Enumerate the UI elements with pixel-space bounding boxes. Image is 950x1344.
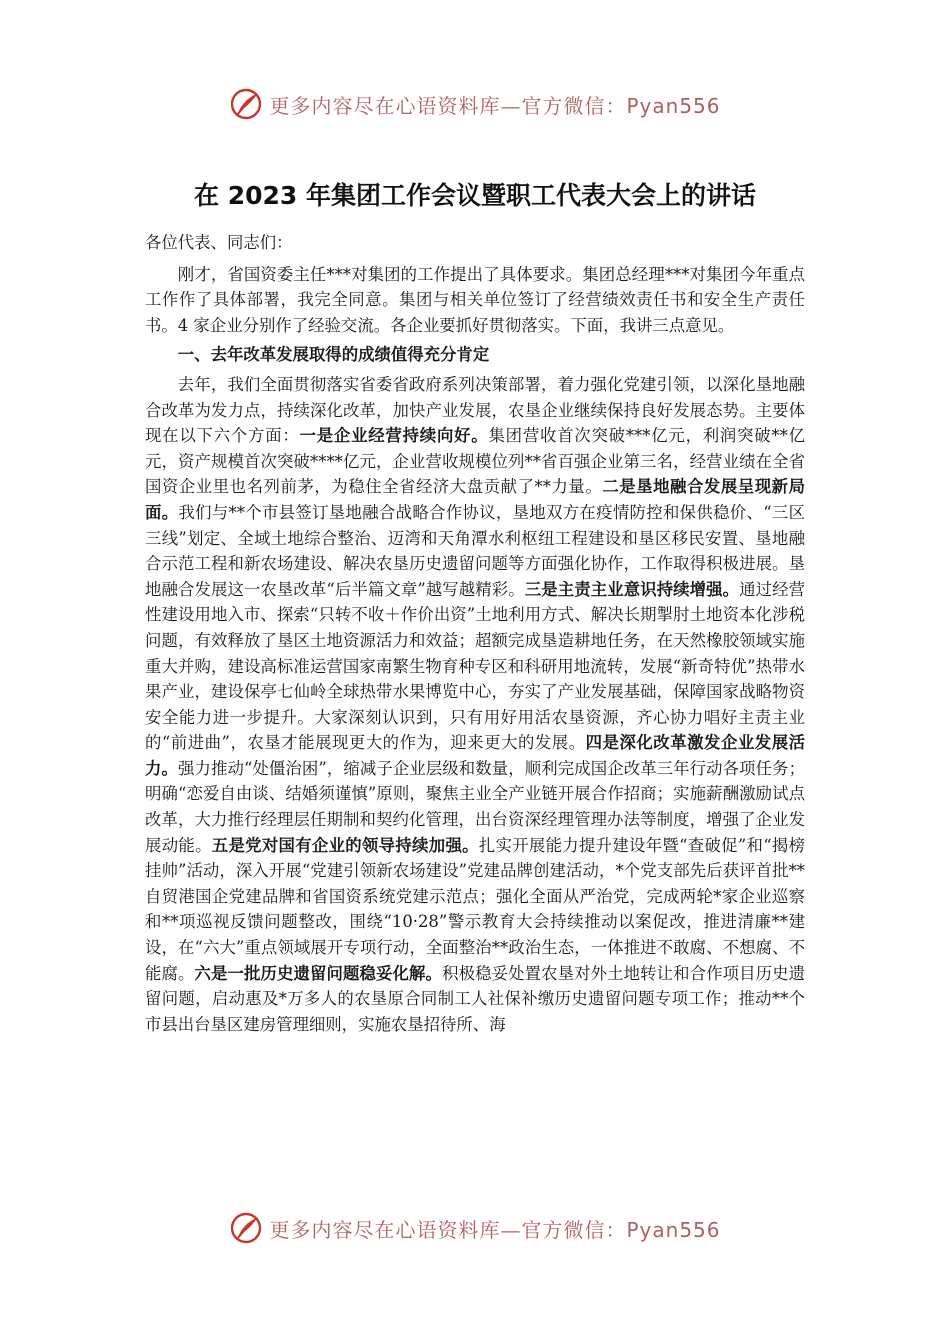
highlight-point-4: 四是深化改革激发企业发展活力。	[145, 733, 805, 778]
quill-logo-icon	[229, 1211, 263, 1245]
intro-paragraph: 刚才，省国资委主任***对集团的工作提出了具体要求。集团总经理***对集团今年重点工作作了具体部署，我完全同意。集团与相关单位签订了经营绩效责任书和安全生产责任书。4 家企业分别作了经验交流。各企业要抓好贯彻落实。下面，我讲三点意见。	[145, 264, 805, 335]
watermark-text	[269, 1214, 720, 1243]
highlight-point-1: 一是企业经营持续向好。	[299, 426, 489, 446]
highlight-point-5: 五是党对国有企业的领导持续加强。	[211, 835, 479, 855]
document-title: 在 2023 年集团工作会议暨职工代表大会上的讲话	[194, 181, 756, 210]
body-text: 我们与**个市县签订垦地融合战略合作协议，垦地双方在疫情防控和保供稳价、“三区三线”划定、全域土地综合整治、迈湾和天角潭水利枢纽工程建设和垦区移民安置、垦地融合示范工程和新农场建设、解决农垦历史遗留问题等方面强化协作，工作取得积极进展。垦地融合发展这一农垦改革“后半篇文章”越写越精彩。	[145, 502, 805, 599]
body-text: 扎实开展能力提升建设年暨“查破促”和“揭榜挂帅”活动，深入开展“党建引领新农场建设”党建品牌创建活动，*个党支部先后获评首批**自贸港国企党建品牌和省国资系统党建示范点；强化全面从严治党，完成两轮*家企业巡察和**项巡视反馈问题整改，围绕“10·28”警示教育大会持续推动以案促改，推进清廉**建设，在“六大”重点领域展开专项行动，全面整治**政治生态，一体推进不敢腐、不想腐、不能腐。	[145, 835, 806, 983]
body-text: 强力推动“处僵治困”，缩减子企业层级和数量，顺利完成国企改革三年行动各项任务；明确“恋爱自由谈、结婚须谨慎”原则，聚焦主业全产业链开展合作招商；实施薪酬激励试点改革，大力推行经理层任期制和契约化管理，出台资深经理管理办法等制度，增强了企业发展动能。	[145, 758, 805, 855]
watermark-wechat-id: Pyan556	[626, 93, 721, 118]
body-text: 积极稳妥处置农垦对外土地转让和合作项目历史遗留问题，启动惠及*万多人的农垦原合同制工人社保补缴历史遗留问题专项工作；推动**个市县出台垦区建房管理细则，实施农垦招待所、海	[145, 963, 806, 1034]
watermark-wechat-id: Pyan556	[626, 1217, 721, 1242]
body-text: 集团营收首次突破***亿元，利润突破**亿元，资产规模首次突破****亿元，企业营收规模位列**省百强企业第三名，经营业绩在全省国资企业里也名列前茅，为稳住全省经济大盘贡献了**力量。	[145, 426, 805, 497]
salutation: 各位代表、同志们：	[145, 233, 293, 252]
section-heading: 一、去年改革发展取得的成绩值得充分肯定	[177, 345, 490, 365]
body-text: 去年，我们全面贯彻落实省委省政府系列决策部署，着力强化党建引领，以深化垦地融合改革为发力点，持续深化改革，加快产业发展，农垦企业继续保持良好发展态势。主要体现在以下六个方面：	[145, 374, 805, 446]
watermark-label: 更多内容尽在心语资料库—官方微信：	[269, 93, 627, 118]
highlight-point-2: 二是垦地融合发展呈现新局面。	[145, 477, 806, 522]
document-body	[145, 230, 805, 1037]
header-watermark-banner	[0, 84, 950, 124]
highlight-point-3: 三是主责主业意识持续增强。	[524, 579, 740, 599]
footer-watermark-banner	[0, 1208, 950, 1248]
watermark-text	[269, 90, 720, 119]
watermark-label: 更多内容尽在心语资料库—官方微信：	[269, 1217, 627, 1242]
body-paragraph	[145, 372, 805, 1037]
highlight-point-6: 六是一批历史遗留问题稳妥化解。	[194, 963, 443, 983]
body-text: 通过经营性建设用地入市、探索“只转不收＋作价出资”土地利用方式、解决长期掣肘土地资本化涉税问题，有效释放了垦区土地资源活力和效益；超额完成垦造耕地任务，在天然橡胶领域实施重大并购，建设高标准运营国家南繁生物育种专区和科研用地流转，发展“新奇特优”热带水果产业，建设保亭七仙岭全球热带水果博览中心，夯实了产业发展基础，保障国家战略物资安全能力进一步提升。大家深刻认识到，只有用好用活农垦资源，齐心协力唱好主责主业的“前进曲”，农垦才能展现更大的作为，迎来更大的发展。	[145, 579, 806, 753]
quill-logo-icon	[229, 87, 263, 121]
